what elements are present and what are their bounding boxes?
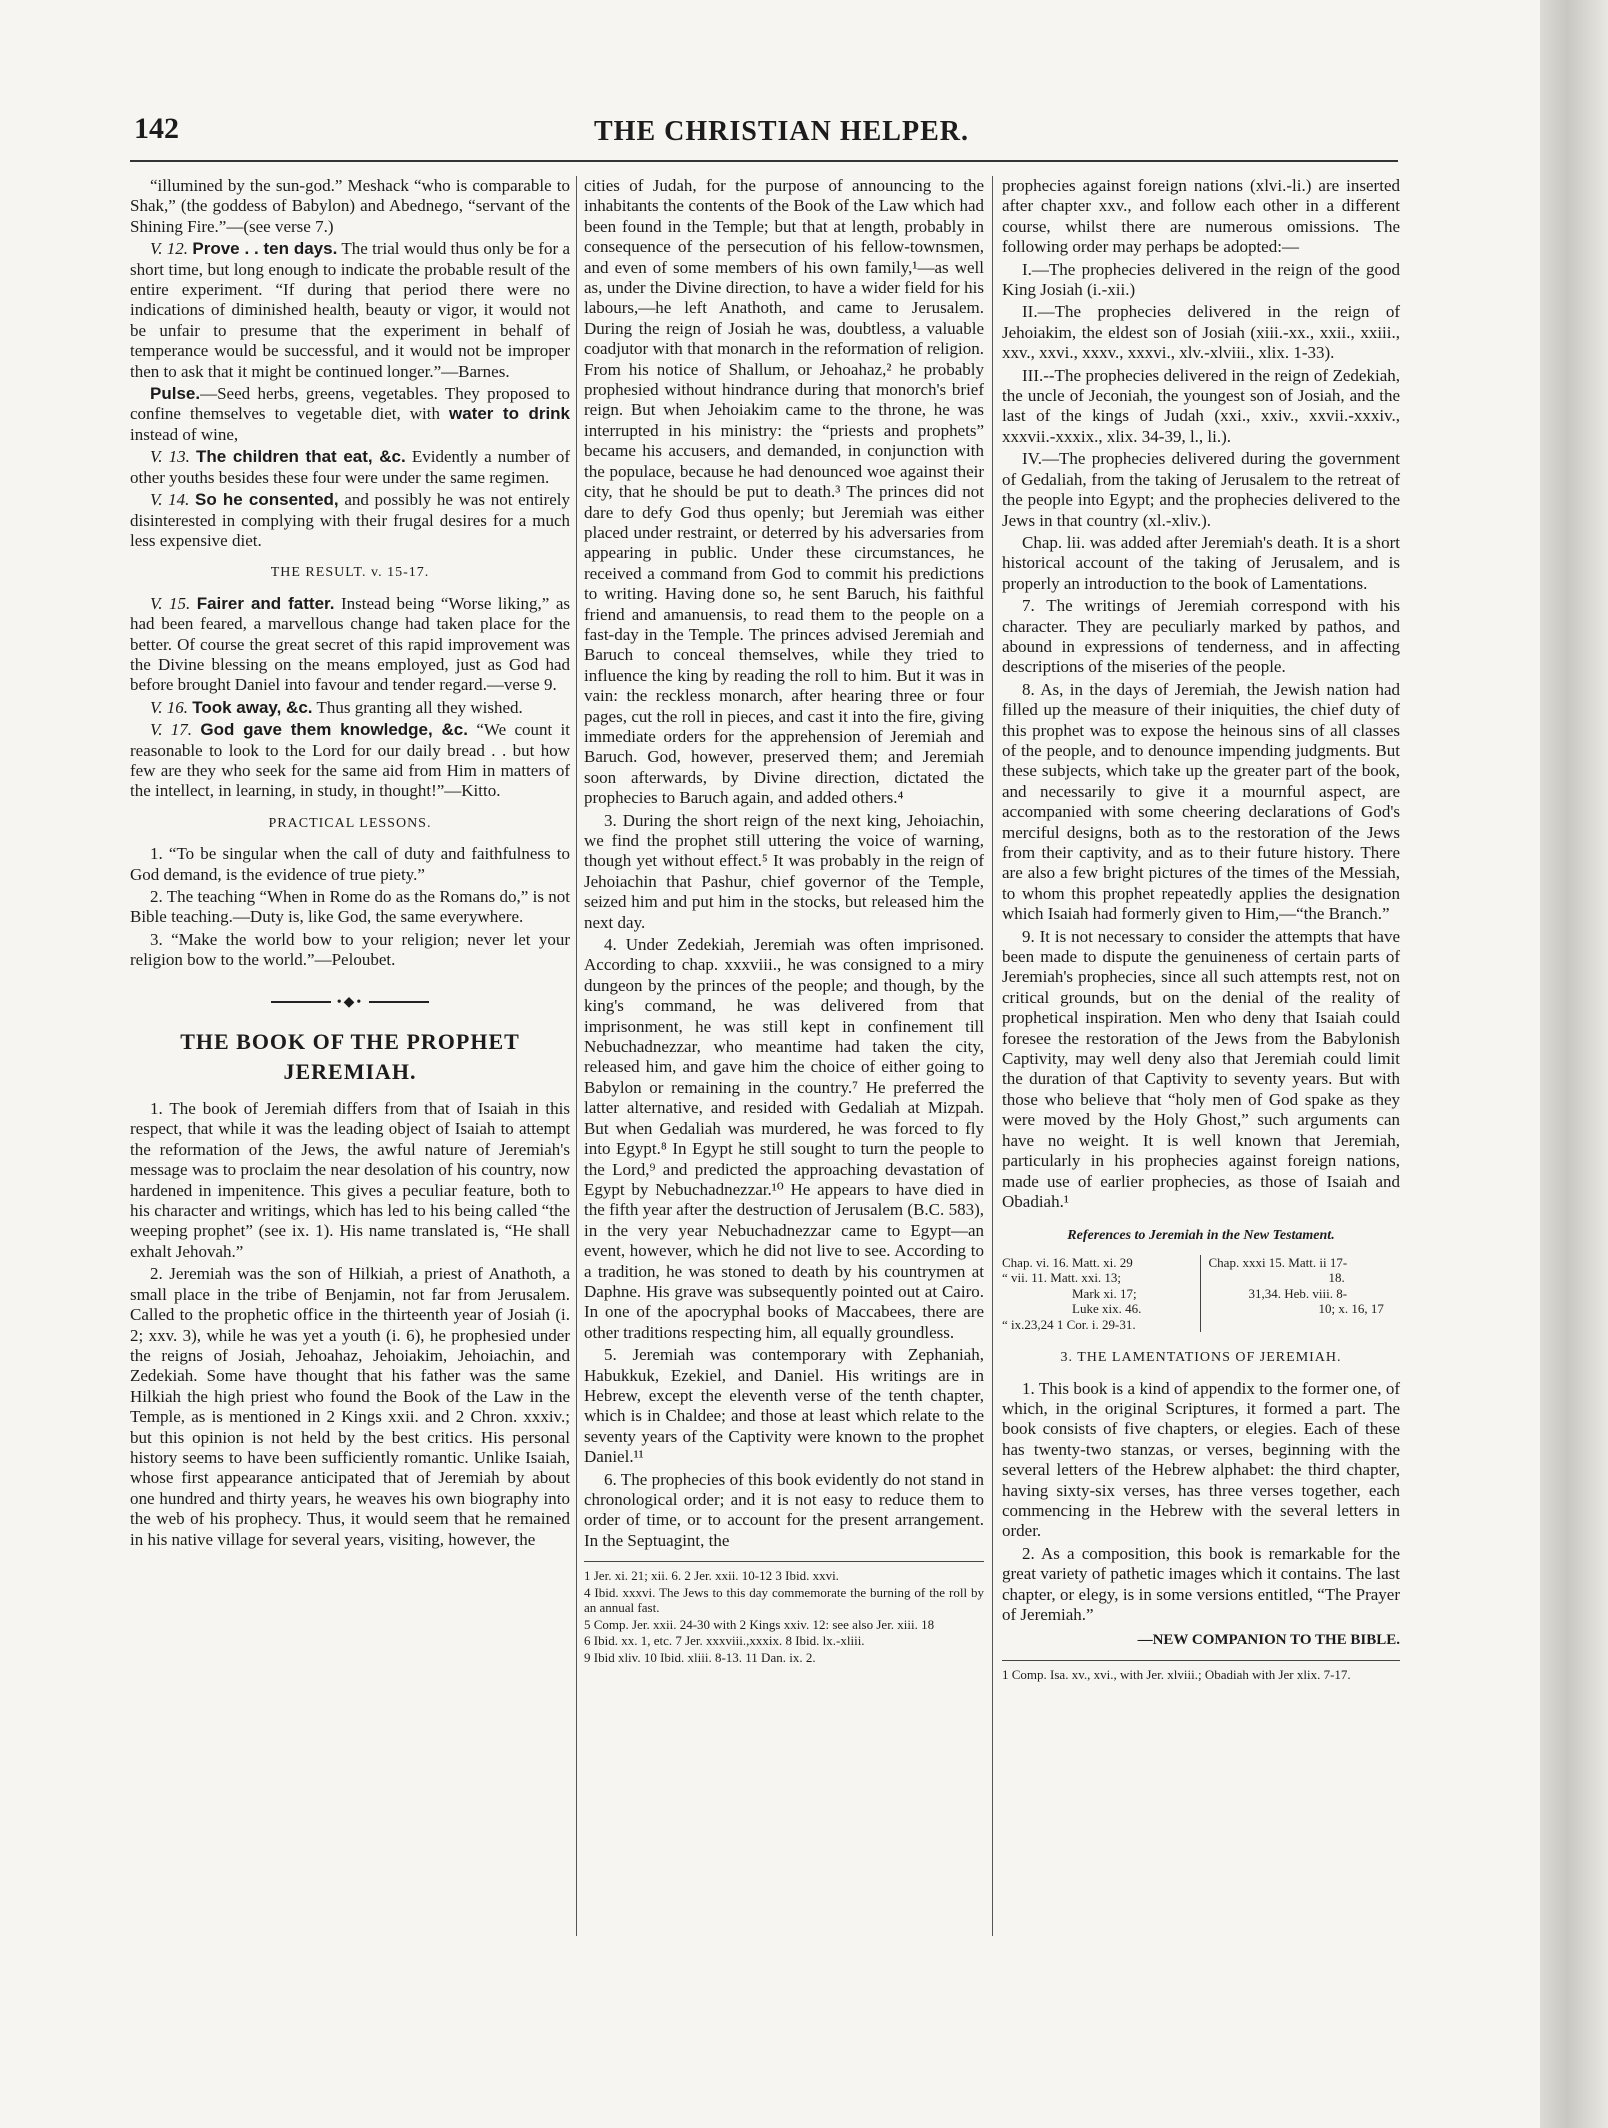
page-number: 142 — [134, 112, 179, 145]
lesson-item: 2. The teaching “When in Rome do as the Romans do,” is not Bible teaching.—Duty is, like God, the same everywhere. — [130, 887, 570, 927]
section-heading: PRACTICAL LESSONS. — [268, 815, 432, 831]
paragraph: 1. This book is a kind of appendix to the former one, of which, in the original Scriptures, it formed a part. The book consists of five chapters, or elegies. Each of these has twenty-two stanzas, or verses, beginning with the several letters of the Hebrew alphabet: the third chapter, having sixty-six verses, has three verses together, each commencing in the Hebrew with the several letters in order. — [1002, 1378, 1400, 1541]
order-item: III.--The prophecies delivered in the reign of Zedekiah, the uncle of Jeconiah, the youngest son of Josiah, and the last of the kings of Judah (xxi., xxiv., xxvii.-xxxiv., xxxvii.-xxxix., xlix. 34-39, l., li.). — [1002, 365, 1400, 446]
references-left — [1002, 1255, 1201, 1333]
paragraph: 6. The prophecies of this book evidently do not stand in chronological order; and it is not easy to reduce them to order of time, or to account for the present arrangement. In the Septuagint, the — [584, 1469, 984, 1550]
paragraph: prophecies against foreign nations (xlvi.-li.) are inserted after chapter xxv., and follow each other in a different course, whilst there are numerous omissions. The following order may perhaps be adopted:— — [1002, 176, 1400, 257]
paragraph: 1. The book of Jeremiah differs from that of Isaiah in this respect, that while it was the leading object of Isaiah to attempt the reformation of the Jews, the awful nature of Jeremiah's message was to proclaim the near desolation of his country, now hardened in impenitence. This gives a peculiar feature, both to his character and writings, which has led to his being called “the weeping prophet” (see ix. 1). His name translated is, “He shall exhalt Jehovah.” — [130, 1099, 570, 1261]
paragraph: 7. The writings of Jeremiah correspond with his character. They are peculiarly marked by pathos, and abound in expressions of tenderness, and in affecting descriptions of the miseries of the people. — [1002, 596, 1400, 677]
footnote: 1 Comp. Isa. xv., xvi., with Jer. xlviii.; Obadiah with Jer xlix. 7-17. — [1002, 1666, 1351, 1682]
reference-line: Mark xi. 17; — [1072, 1285, 1137, 1301]
chapter-title: THE BOOK OF THE PROPHET JEREMIAH. — [180, 1029, 520, 1085]
column-1 — [130, 176, 570, 1552]
order-item: IV.—The prophecies delivered during the government of Gedaliah, from the taking of Jerusalem to the retreat of the people into Egypt; and the prophecies delivered to the Jews in that country (xl.-xliv.). — [1002, 449, 1400, 530]
paragraph: 2. Jeremiah was the son of Hilkiah, a priest of Anathoth, a small place in the tribe of Benjamin, not far from Jerusalem. Called to the prophetic office in the thirteenth year of Josiah (i. 2; xxv. 3), while he was yet a youth (i. 6), he prophesied under the reigns of Josiah, Jehoahaz, Jehoiakim, Jehoiachin, and Zedekiah. Some have thought that his father was the same Hilkiah the high priest who found the Book of the Law in the Temple, as is mentioned in 2 Kings xxii. and 2 Chron. xxxiv.; but this opinion is not held by the best critics. His personal history seems to have been sufficiently romantic. Unlike Isaiah, whose first appearance anticipated that of Jeremiah by about one hundred and thirty years, he weaves his own biography into the web of his prophecy. Thus, it would seem that he remained in his native village for several years, visiting, however, the — [130, 1264, 570, 1549]
attribution: —NEW COMPANION TO THE BIBLE. — [1137, 1631, 1400, 1648]
verse-note: Pulse.—Seed herbs, greens, vegetables. They proposed to confine themselves to vegetable diet, with water to drink instead of wine, — [130, 384, 571, 444]
column-divider — [576, 176, 577, 1936]
ornament-divider: •◆• — [130, 993, 570, 1013]
verse-note: V. 13. The children that eat, &c. Evidently a number of other youths besides these four were under the same regimen. — [130, 447, 570, 487]
reference-line: 31,34. Heb. viii. 8- — [1248, 1285, 1348, 1301]
page-header — [134, 112, 1394, 156]
paragraph: 2. As a composition, this book is remarkable for the great variety of pathetic images which it contains. The last chapter, or elegy, is in some versions entitled, “The Prayer of Jeremiah.” — [1002, 1543, 1400, 1625]
verse-note: V. 17. God gave them knowledge, &c. “We count it reasonable to look to the Lord for our daily bread . . but how few are they who seek for the same aid from Him in matters of the intellect, in learning, in study, in thought!”—Kitto. — [130, 720, 571, 801]
footnotes — [584, 1561, 984, 1665]
reference-line: Luke xix. 46. — [1072, 1301, 1142, 1317]
header-rule — [130, 160, 1398, 162]
book-spine — [1540, 0, 1608, 2128]
paragraph: 9. It is not necessary to consider the attempts that have been made to dispute the genuineness of certain parts of Jeremiah's prophecies, since all such attempts rest, not on critical grounds, but on the denial of the reality of prophetical inspiration. Men who deny that Isaiah could foresee the restoration of the Jews from the Babylonish Captivity, may well deny also that Jeremiah could limit the duration of that Captivity to seventy years. But with those who believe that “holy men of God spake as they were moved by the Holy Ghost,” such arguments can have no weight. It is well known that Jeremiah, particularly in his prophecies against foreign nations, made use of earlier prophecies, as those of Isaiah and Obadiah.¹ — [1002, 926, 1400, 1211]
section-heading: 3. THE LAMENTATIONS OF JEREMIAH. — [1060, 1350, 1342, 1366]
verse-note: V. 16. Took away, &c. Thus granting all they wished. — [150, 697, 523, 717]
references-right — [1201, 1255, 1401, 1333]
column-2 — [584, 176, 984, 1666]
section-heading: THE RESULT. v. 15-17. — [270, 565, 430, 581]
verse-note: V. 14. So he consented, and possibly he was not entirely disinterested in complying with their frugal desires for a much less expensive diet. — [130, 490, 571, 550]
footnote: 5 Comp. Jer. xxii. 24-30 with 2 Kings xxiv. 12: see also Jer. xiii. 18 — [584, 1616, 935, 1632]
lesson-item: 3. “Make the world bow to your religion; never let your religion bow to the world.”—Peloubet. — [130, 929, 570, 970]
lesson-item: 1. “To be singular when the call of duty and faithfulness to God demand, is the evidence of true piety.” — [130, 844, 570, 884]
paragraph: 5. Jeremiah was contemporary with Zephaniah, Habukkuk, Ezekiel, and Daniel. His writings are in Hebrew, except the eleventh verse of the tenth chapter, which is in Chaldee; and those at least which relate to the seventy years of the Captivity were known to the prophet Daniel.¹¹ — [584, 1345, 984, 1467]
paragraph: Chap. lii. was added after Jeremiah's death. It is a short historical account of the taking of Jerusalem, and is properly an introduction to the book of Lamentations. — [1002, 532, 1400, 593]
verse-note: V. 15. Fairer and fatter. Instead being “Worse liking,” as had been feared, a marvellous change had taken place for the better. Of course the great secret of this rapid improvement was the Divine blessing on the means employed, just as God had before brought Daniel into favour and tender regard.—verse 9. — [130, 593, 571, 695]
references-table — [1002, 1255, 1400, 1333]
paragraph: 8. As, in the days of Jeremiah, the Jewish nation had filled up the measure of their iniquities, the chief duty of this prophet was to expose the heinous sins of all classes of the people, and to denounce impending judgments. But these subjects, which take up the greater part of the book, and necessarily to give it a mournful aspect, are accompanied with some cheering declarations of God's merciful designs, both as to the restoration of the Jews from their captivity, and as to their future history. There are also a few bright pictures of the times of the Messiah, to whom this prophet repeatedly applies the designation which Isaiah had formerly given to Him,—“the Branch.” — [1002, 679, 1400, 924]
paragraph: “illumined by the sun-god.” Meshack “who is comparable to Shak,” (the goddess of Babylon) and Abednego, “servant of the Shining Fire.”—(see verse 7.) — [130, 176, 570, 236]
reference-line: 10; x. 16, 17 — [1318, 1301, 1384, 1317]
reference-line: 18. — [1328, 1270, 1345, 1286]
reference-line: “ vii. 11. Matt. xxi. 13; — [1002, 1270, 1122, 1286]
running-head: THE CHRISTIAN HELPER. — [594, 116, 969, 147]
footnote: 1 Jer. xi. 21; xii. 6. 2 Jer. xxii. 10-12 3 Ibid. xxvi. — [584, 1568, 839, 1584]
column-divider — [992, 176, 993, 1936]
paragraph: 4. Under Zedekiah, Jeremiah was often imprisoned. According to chap. xxxviii., he was consigned to a miry dungeon by the princes of the people; and though, by the king's command, he was delivered from that imprisonment, he was still kept in confinement till Nebuchadnezzar, who meantime had taken the city, released him, and gave him the choice of either going to Babylon or remaining in the country.⁷ He preferred the latter alternative, and resided with Gedaliah at Mizpah. But when Gedaliah was murdered, he was forced to fly into Egypt.⁸ In Egypt he still sought to turn the people to the Lord,⁹ and predicted the approaching devastation of Egypt by Nebuchadnezzar.¹⁰ He appears to have died in the fifth year after the destruction of Jerusalem (B.C. 583), in the very year Nebuchadnezzar came to Egypt—an event, however, which he did not live to see. According to a tradition, he was stoned to death by his countrymen at Daphne. His grave was subsequently pointed out at Cairo. In one of the apocryphal books of Maccabees, there are other traditions respecting him, all equally groundless. — [584, 935, 984, 1342]
column-3 — [1002, 176, 1400, 1683]
order-item: II.—The prophecies delivered in the reign of Jehoiakim, the eldest son of Josiah (xiii.-xx., xxii., xxiii., xxv., xxvi., xxxv., xxxvi., xlv.-xlviii., xlix. 1-33). — [1002, 302, 1400, 363]
verse-note: V. 12. Prove . . ten days. The trial would thus only be for a short time, but long enough to indicate the probable result of the entire experiment. “If during that period there were no indications of diminished health, beauty or vigor, it would not be unfair to presume that the experiment in behalf of temperance would be successful, and it would not be improper then to ask that it might be continued longer.”—Barnes. — [130, 239, 571, 381]
paragraph: 3. During the short reign of the next king, Jehoiachin, we find the prophet still uttering the voice of warning, though yet without effect.⁵ It was probably in the reign of Jehoiachin that Pashur, chief governor of the Temple, seized him and put him in the stocks, but released him the next day. — [584, 810, 984, 932]
reference-line: “ ix.23,24 1 Cor. i. 29-31. — [1002, 1316, 1136, 1332]
footnote: 9 Ibid xliv. 10 Ibid. xliii. 8-13. 11 Dan. ix. 2. — [584, 1649, 816, 1665]
footnote: 4 Ibid. xxxvi. The Jews to this day commemorate the burning of the roll by an annual fast. — [584, 1584, 984, 1616]
paragraph: cities of Judah, for the purpose of announcing to the inhabitants the contents of the Book of the Law which had been found in the Temple; but that at length, probably in consequence of the persecution of his fellow-townsmen, and even of some members of his own family,¹—as well as, under the Divine direction, to have a wider field for his labours,—he left Anathoth, and came to Jerusalem. During the reign of Josiah he was, doubtless, a valuable coadjutor with that monarch in the reformation of religion. From his notice of Shallum, or Jehoahaz,² he probably prophesied without hindrance during that monorch's brief reign. But when Jehoiakim came to the throne, he was interrupted in his ministry: the “priests and prophets” became his accusers, and demanded, in conjunction with the populace, because he had denounced woe against their city, that he should be put to death.³ The princes did not dare to defy God thus openly; but Jeremiah was either placed under restraint, or deterred by his adversaries from appearing in public. Under these circumstances, he received a command from God to commit his predictions to writing. Having done so, he sent Baruch, his faithful friend and amanuensis, to read them to the people on a fast-day in the Temple. The princes advised Jeremiah and Baruch to conceal themselves, while they tried to influence the king by reading the roll to him. But it was in vain: the reckless monarch, after hearing three or four pages, cut the roll in pieces, and cast it into the fire, giving immediate orders for the apprehension of Jeremiah and Baruch. God, however, preserved them; and Jeremiah soon afterwards, by Divine direction, dictated the prophecies to Baruch again, and added others.⁴ — [584, 176, 984, 808]
reference-line: Chap. xxxi 15. Matt. ii 17- — [1208, 1254, 1348, 1270]
footnote: 6 Ibid. xx. 1, etc. 7 Jer. xxxviii.,xxxix. 8 Ibid. lx.-xliii. — [584, 1633, 865, 1649]
reference-line: Chap. vi. 16. Matt. xi. 29 — [1002, 1254, 1133, 1270]
order-item: I.—The prophecies delivered in the reign of the good King Josiah (i.-xii.) — [1002, 259, 1400, 300]
footnotes — [1002, 1660, 1400, 1683]
references-title: References to Jeremiah in the New Testament. — [1067, 1228, 1335, 1244]
